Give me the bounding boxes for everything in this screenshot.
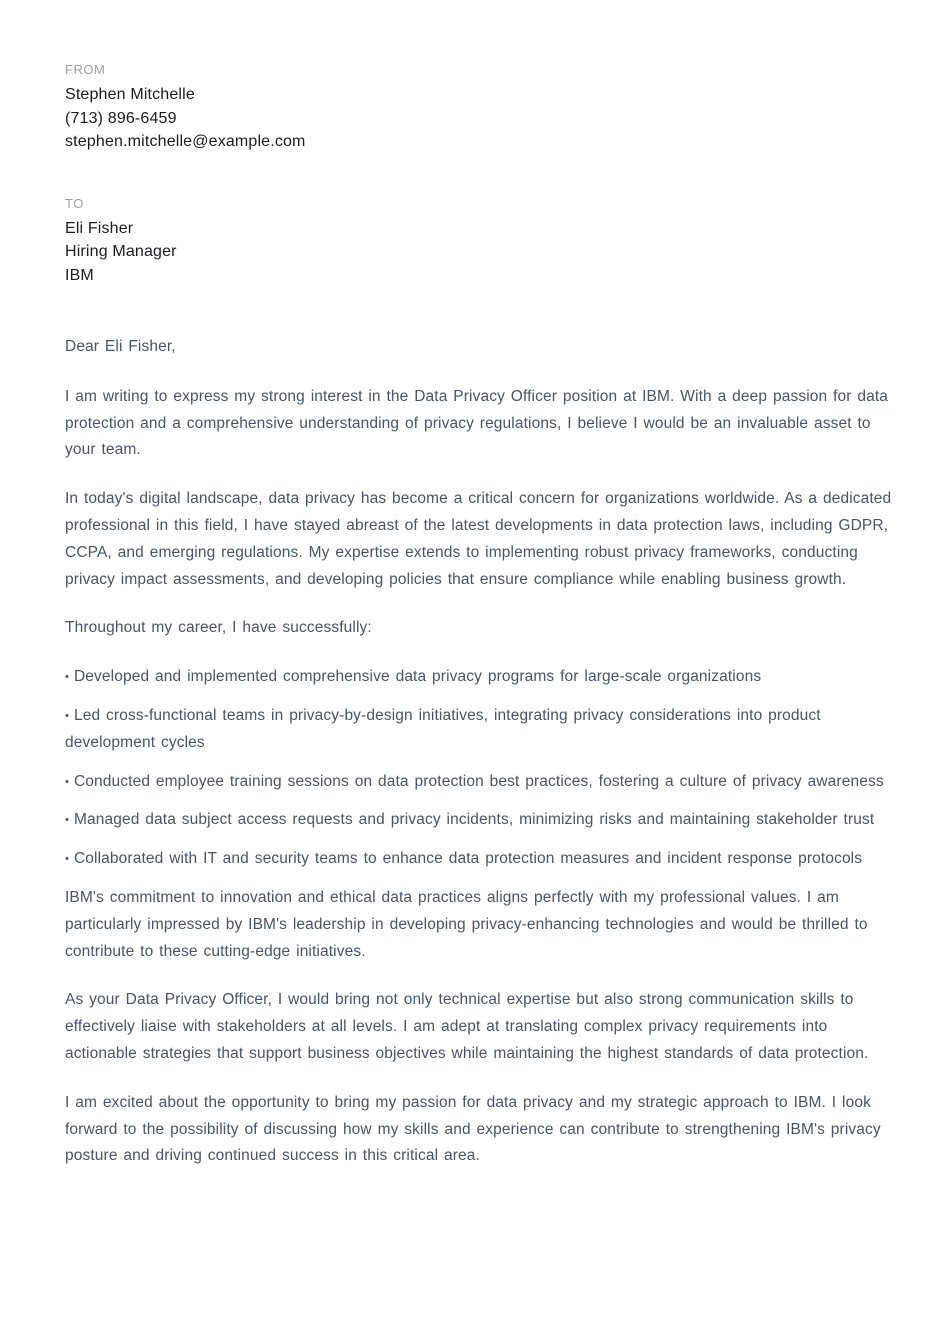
bullet-text: Managed data subject access requests and privacy incidents, minimizing risks and maintaining stakeholder trust [73,811,875,829]
sender-name: Stephen Mitchelle [65,86,195,103]
bullet-item [65,846,894,873]
bullet-icon: • [65,814,69,827]
body-paragraph: As your Data Privacy Officer, I would bring not only technical expertise but also strong communication skills to effectively liaise with stakeholders at all levels. I am adept at translating complex privacy requirements into actionable strategies that support business objectives while maintaining the highest standards of data protection. [65,991,869,1062]
recipient-company: IBM [65,266,94,284]
bullet-icon: • [65,671,69,684]
salutation: Dear Eli Fisher, [65,338,176,355]
from-label: FROM [65,62,106,77]
bullet-icon: • [65,709,69,722]
to-label: TO [65,195,84,211]
bullet-item [65,769,894,796]
bullet-icon: • [65,853,69,866]
sender-email: stephen.mitchelle@example.com [65,133,306,150]
bullet-item [65,703,894,757]
body-paragraph: IBM's commitment to innovation and ethical data practices aligns perfectly with my professional values. I am particularly impressed by IBM's leadership in developing privacy-enhancing technologies and would be thrilled to contribute to these cutting-edge initiatives. [65,888,868,960]
bullet-text: Developed and implemented comprehensive data privacy programs for large-scale organizations [73,668,762,686]
bullet-text: Collaborated with IT and security teams to enhance data protection measures and incident response protocols [73,850,863,868]
bullet-item [65,664,894,691]
recipient-name: Eli Fisher [65,219,134,237]
bullet-text: Conducted employee training sessions on data protection best practices, fostering a culture of privacy awareness [73,772,884,790]
bullet-icon: • [65,775,69,788]
sender-phone: (713) 896-6459 [65,109,177,127]
body-paragraph: I am writing to express my strong interest in the Data Privacy Officer position at IBM. With a deep passion for data protection and a comprehensive understanding of privacy regulations, I believe I would be an invaluable asset to your team. [65,387,889,459]
body-paragraph: In today's digital landscape, data privacy has become a critical concern for organizations worldwide. As a dedicated professional in this field, I have stayed abreast of the latest developments in data protection laws, including GDPR, CCPA, and emerging regulations. My expertise extends to implementing robust privacy frameworks, conducting privacy impact assessments, and developing policies that ensure compliance while enabling business growth. [65,490,892,588]
to-section [65,196,894,288]
body-paragraph: I am excited about the opportunity to bring my passion for data privacy and my strategic approach to IBM. I look forward to the possibility of discussing how my skills and experience can contribute to strengthening IBM's privacy posture and driving continued success in this critical area. [65,1093,881,1165]
recipient-title: Hiring Manager [65,243,177,260]
letter-body [65,334,894,1170]
bullet-text: Led cross-functional teams in privacy-by-design initiatives, integrating privacy considerations into product development cycles [65,706,821,751]
body-paragraph: Throughout my career, I have successfully: [65,619,372,637]
from-section [65,62,894,154]
bullet-item [65,807,894,834]
